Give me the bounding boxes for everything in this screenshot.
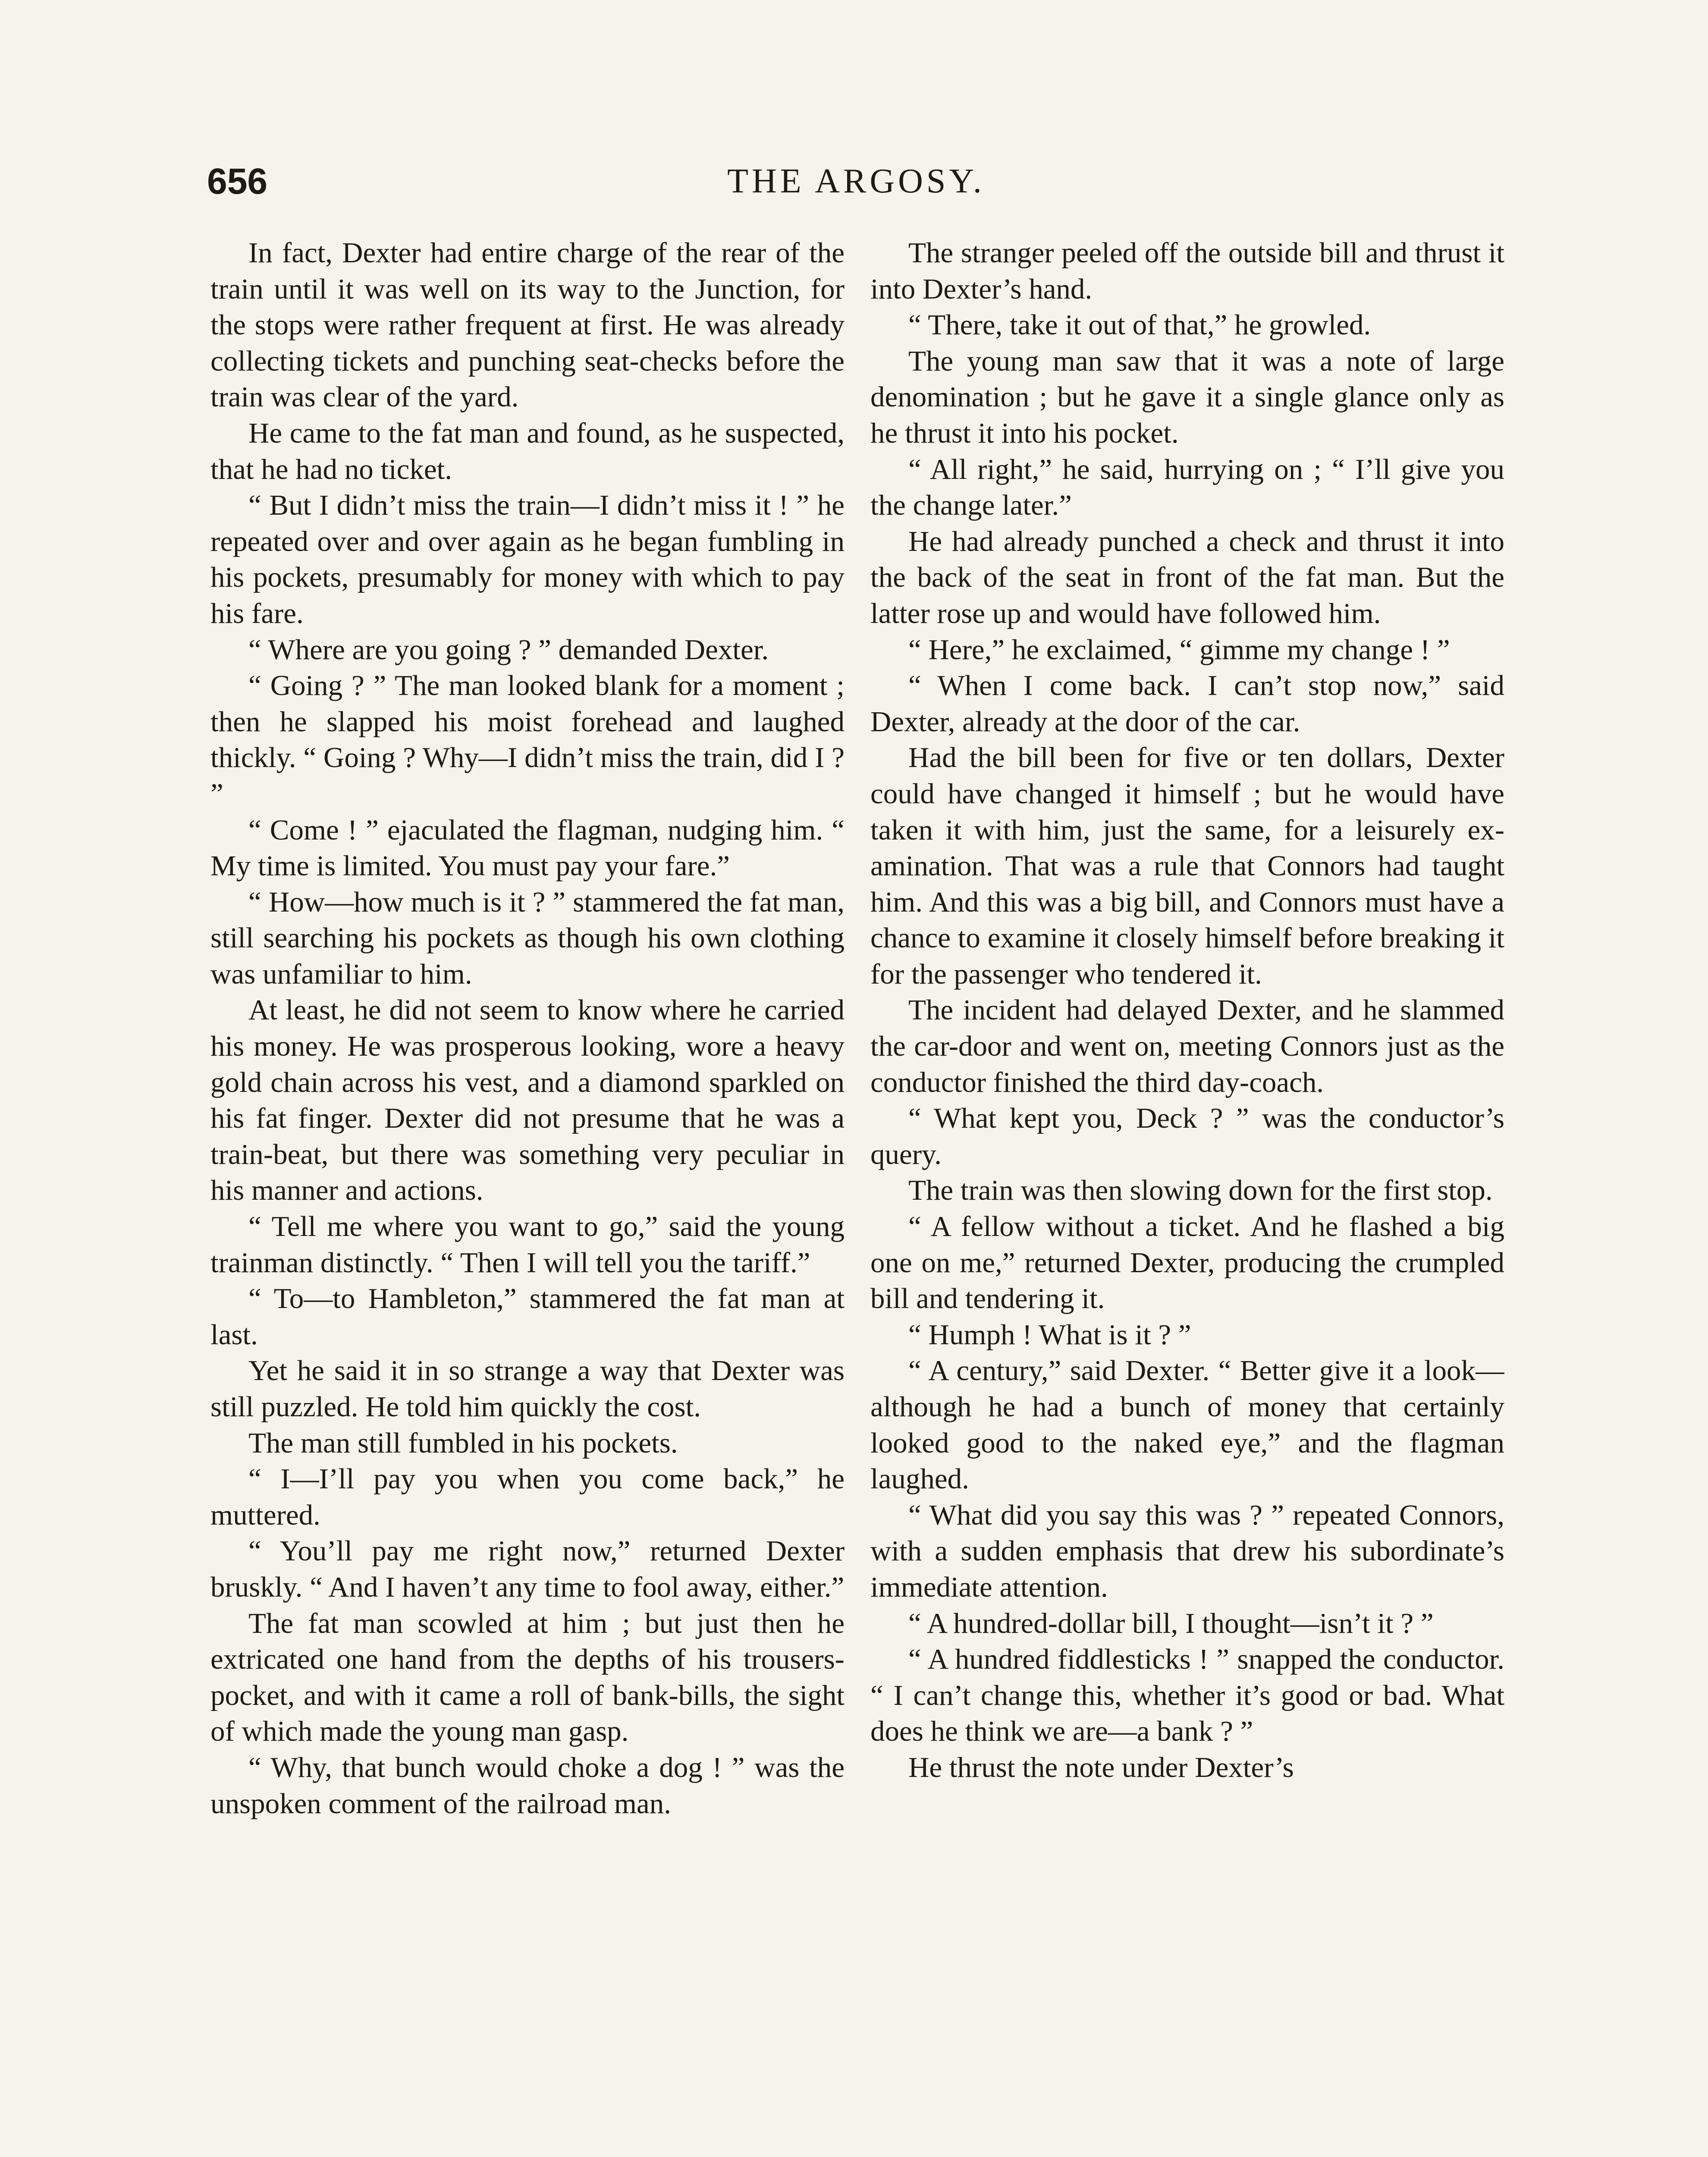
paragraph: “ What did you say this was ? ” repeated Connors, with a sudden emphasis that drew his subordinate’s immediate attention.	[870, 1499, 1504, 1603]
paragraph: “ But I didn’t miss the train—I didn’t miss it ! ” he repeated over and over again as he began fumbling in his pockets, presumably for money with which to pay his fare.	[210, 489, 845, 629]
paragraph: “ All right,” he said, hurrying on ; “ I’ll give you the change later.”	[870, 453, 1504, 522]
paragraph: Yet he said it in so strange a way that Dexter was still puzzled. He told him quickly the cost.	[210, 1355, 845, 1423]
paragraph: “ I—I’ll pay you when you come back,” he muttered.	[210, 1463, 845, 1531]
paragraph: “ A hundred-dollar bill, I thought—isn’t it ? ”	[908, 1607, 1434, 1639]
page-number: 656	[207, 161, 268, 201]
paragraph: He had already punched a check and thrust it into the back of the seat in front of the fat man. But the latter rose up and would have followed him.	[870, 525, 1504, 629]
text-column-left	[210, 235, 845, 2157]
paragraph: “ You’ll pay me right now,” returned Dexter bruskly. “ And I haven’t any time to fool away, either.”	[210, 1535, 845, 1603]
paragraph: “ Tell me where you want to go,” said the young trainman distinctly. “ Then I will tell you the tariff.”	[210, 1211, 845, 1279]
paragraph: “ What kept you, Deck ? ” was the conductor’s query.	[870, 1102, 1504, 1170]
paragraph: “ How—how much is it ? ” stammered the fat man, still searching his pockets as though his own clothing was unfamiliar to him.	[210, 886, 845, 990]
paragraph: “ A hundred fiddlesticks ! ” snapped the conductor. “ I can’t change this, whether it’s good or bad. What does he think we are—a bank ? ”	[870, 1643, 1504, 1748]
paragraph: The train was then slowing down for the first stop.	[908, 1174, 1493, 1207]
paragraph: “ A century,” said Dexter. “ Better give it a look—although he had a bunch of money that certainly looked good to the naked eye,” and the flagman laughed.	[870, 1355, 1504, 1495]
paragraph: The man still fumbled in his pockets.	[248, 1427, 678, 1459]
page-header	[207, 157, 1505, 218]
paragraph: The incident had delayed Dexter, and he slammed the car-door and went on, meeting Connors just as the conductor finished the third day-coach.	[870, 994, 1504, 1098]
paragraph: At least, he did not seem to know where he carried his money. He was prosperous looking, wore a heavy gold chain across his vest, and a diamond sparkled on his fat finger. Dexter did not presume that he was a train-beat, but there was something very peculiar in his manner and actions.	[210, 994, 845, 1207]
paragraph: “ There, take it out of that,” he growled.	[908, 309, 1371, 341]
paragraph: Had the bill been for five or ten dollars, Dexter could have changed it himself ; but he would have taken it with him, just the same, for a leisurely examination. That was a rule that Connors had taught him. And this was a big bill, and Connors must have a chance to examine it closely himself before breaking it for the passenger who tendered it.	[870, 742, 1504, 990]
paragraph: He came to the fat man and found, as he suspected, that he had no ticket.	[210, 417, 845, 485]
paragraph: “ Where are you going ? ” demanded Dexter.	[248, 633, 769, 666]
paragraph: “ When I come back. I can’t stop now,” said Dexter, already at the door of the car.	[870, 670, 1504, 738]
running-head: THE ARGOSY.	[727, 162, 985, 200]
paragraph: “ To—to Hambleton,” stammered the fat man at last.	[210, 1283, 845, 1351]
paragraph: “ Here,” he exclaimed, “ gimme my change ! ”	[908, 633, 1450, 666]
paragraph: The young man saw that it was a note of large denomination ; but he gave it a single glance only as he thrust it into his pocket.	[870, 345, 1504, 449]
paragraph: The fat man scowled at him ; but just then he extricated one hand from the depths of his trousers-pocket, and with it came a roll of bank-bills, the sight of which made the young man gasp.	[210, 1607, 845, 1748]
paragraph: “ A fellow without a ticket. And he flashed a big one on me,” returned Dexter, producing the crumpled bill and tendering it.	[870, 1211, 1504, 1315]
paragraph: “ Humph ! What is it ? ”	[908, 1318, 1191, 1351]
paragraph: The stranger peeled off the outside bill and thrust it into Dexter’s hand.	[870, 237, 1504, 305]
paragraph: “ Come ! ” ejaculated the flagman, nudging him. “ My time is limited. You must pay your fare.”	[210, 814, 845, 882]
paragraph: “ Going ? ” The man looked blank for a moment ; then he slapped his moist forehead and laughed thickly. “ Going ? Why—I didn’t miss the train, did I ? ”	[210, 670, 845, 810]
paragraph: “ Why, that bunch would choke a dog ! ” was the unspoken comment of the railroad man.	[210, 1751, 845, 1820]
paragraph: He thrust the note under Dexter’s	[908, 1751, 1294, 1783]
text-column-right	[870, 235, 1504, 2157]
paragraph: In fact, Dexter had entire charge of the rear of the train until it was well on its way to the Junction, for the stops were rather frequent at first. He was already collecting tickets and punching seat-checks before the train was clear of the yard.	[210, 237, 845, 413]
